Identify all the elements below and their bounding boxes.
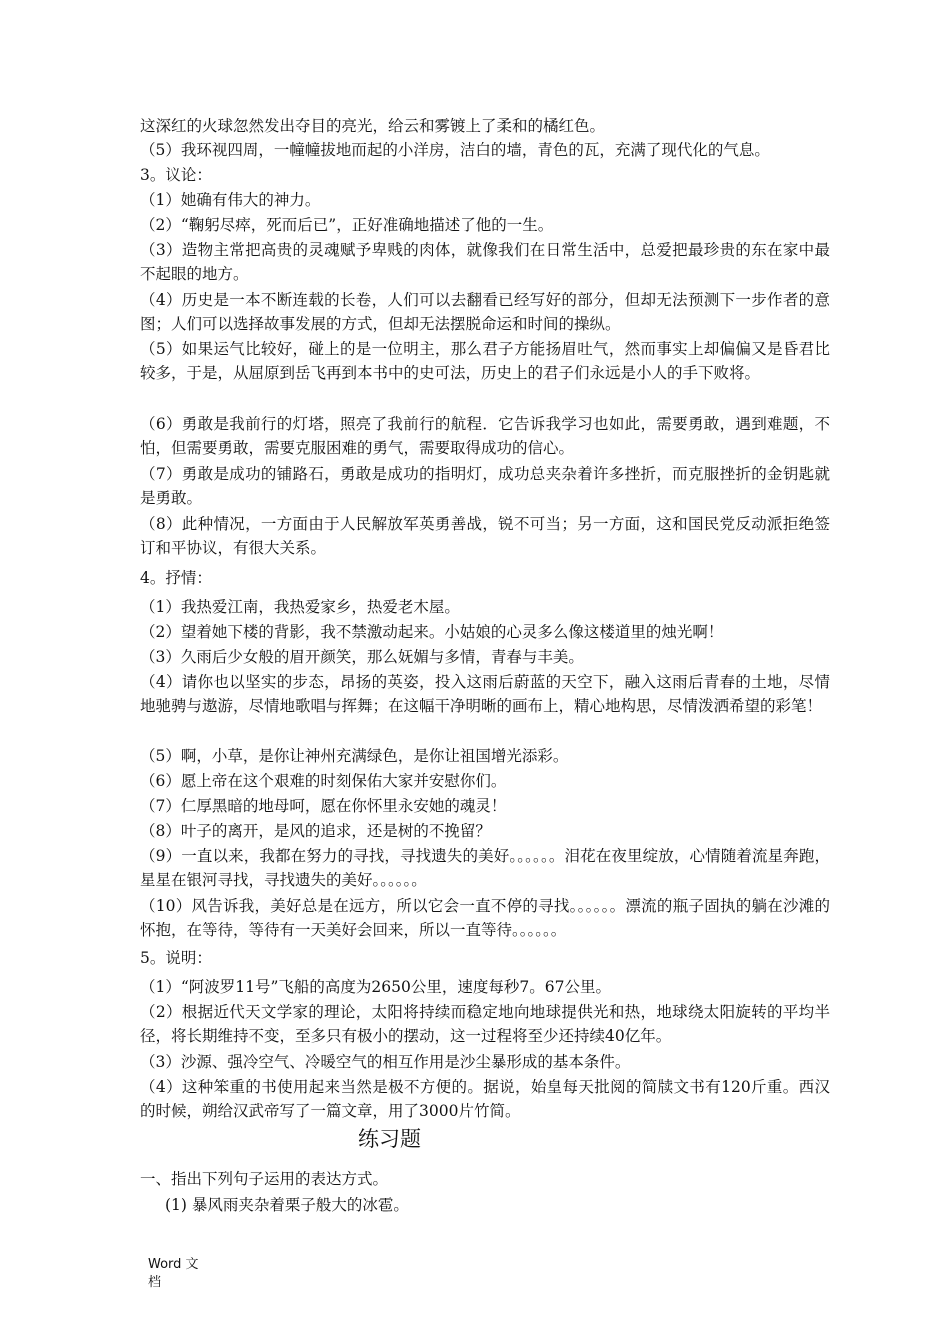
paragraph: （2）“鞠躬尽瘁，死而后已”，正好准确地描述了他的一生。 (140, 216, 554, 234)
paragraph: （5）啊，小草，是你让神州充满绿色，是你让祖国增光添彩。 (140, 747, 569, 765)
paragraph: （6）愿上帝在这个艰难的时刻保佑大家并安慰你们。 (140, 772, 507, 790)
paragraph: （5）如果运气比较好，碰上的是一位明主，那么君子方能扬眉吐气，然而事实上却偏偏又是昏君比较多，于是，从屈原到岳飞再到本书中的史可法，历史上的君子们永远是小人的手下败将。 (140, 340, 830, 382)
paragraph: （3）沙源、强冷空气、冷暖空气的相互作用是沙尘暴形成的基本条件。 (140, 1053, 631, 1071)
exercise-subquestion: (1) 暴风雨夹杂着栗子般大的冰雹。 (165, 1196, 409, 1214)
exercise-title: 练习题 (358, 1127, 421, 1151)
paragraph: 这深红的火球忽然发出夺目的亮光，给云和雾镀上了柔和的橘红色。 (140, 117, 606, 135)
paragraph: （8）叶子的离开，是风的追求，还是树的不挽留？ (140, 822, 491, 840)
section-heading: 4。抒情： (140, 569, 212, 587)
paragraph: （2）望着她下楼的背影，我不禁激动起来。小姑娘的心灵多么像这楼道里的烛光啊！ (140, 623, 724, 641)
paragraph: （7）勇敢是成功的铺路石，勇敢是成功的指明灯，成功总夹杂着许多挫折，而克服挫折的金钥匙就是勇敢。 (140, 465, 830, 507)
paragraph: （4）请你也以坚实的步态，昂扬的英姿，投入这雨后蔚蓝的天空下，融入这雨后青春的土地，尽情地驰骋与遨游，尽情地歌唱与挥舞；在这幅干净明晰的画布上，精心地构思，尽情泼洒希望的彩笔！ (140, 673, 830, 715)
section-heading: 3。议论： (140, 166, 212, 184)
paragraph: （1）她确有伟大的神力。 (140, 191, 321, 209)
section-heading: 5。说明： (140, 949, 212, 967)
footer-label: Word 文档 (148, 1257, 199, 1290)
exercise-question: 一、指出下列句子运用的表达方式。 (140, 1170, 389, 1188)
paragraph: （2）根据近代天文学家的理论，太阳将持续而稳定地向地球提供光和热，地球绕太阳旋转的平均半径，将长期维持不变，至多只有极小的摆动，这一过程将至少还持续40亿年。 (140, 1003, 830, 1045)
paragraph: （1）我热爱江南，我热爱家乡，热爱老木屋。 (140, 598, 460, 616)
paragraph: （1）“阿波罗11号”飞船的高度为2650公里，速度每秒7。67公里。 (140, 978, 611, 996)
paragraph: （6）勇敢是我前行的灯塔，照亮了我前行的航程．它告诉我学习也如此，需要勇敢，遇到难题，不怕，但需要勇敢，需要克服困难的勇气，需要取得成功的信心。 (140, 415, 830, 457)
paragraph: （10）风告诉我，美好总是在远方，所以它会一直不停的寻找。。。。。。漂流的瓶子固执的躺在沙滩的怀抱，在等待，等待有一天美好会回来，所以一直等待。。。。。。 (140, 897, 830, 939)
paragraph: （9）一直以来，我都在努力的寻找，寻找遗失的美好。。。。。。泪花在夜里绽放，心情随着流星奔跑，星星在银河寻找，寻找遗失的美好。。。。。。 (140, 847, 830, 889)
paragraph: （3）久雨后少女般的眉开颜笑，那么妩媚与多情，青春与丰美。 (140, 648, 584, 666)
paragraph: （8）此种情况，一方面由于人民解放军英勇善战，锐不可当；另一方面，这和国民党反动派拒绝签订和平协议，有很大关系。 (140, 515, 830, 557)
paragraph: （3）造物主常把高贵的灵魂赋予卑贱的肉体，就像我们在日常生活中，总爱把最珍贵的东在家中最不起眼的地方。 (140, 241, 830, 283)
paragraph: （5）我环视四周，一幢幢拔地而起的小洋房，洁白的墙，青色的瓦，充满了现代化的气息。 (140, 141, 770, 159)
paragraph: （4）历史是一本不断连载的长卷，人们可以去翻看已经写好的部分，但却无法预测下一步作者的意图；人们可以选择故事发展的方式，但却无法摆脱命运和时间的操纵。 (140, 291, 830, 333)
paragraph: （7）仁厚黑暗的地母呵，愿在你怀里永安她的魂灵！ (140, 797, 507, 815)
paragraph: （4）这种笨重的书使用起来当然是极不方便的。据说，始皇每天批阅的简牍文书有120斤重。西汉的时候，朔给汉武帝写了一篇文章，用了3000片竹简。 (140, 1078, 830, 1120)
